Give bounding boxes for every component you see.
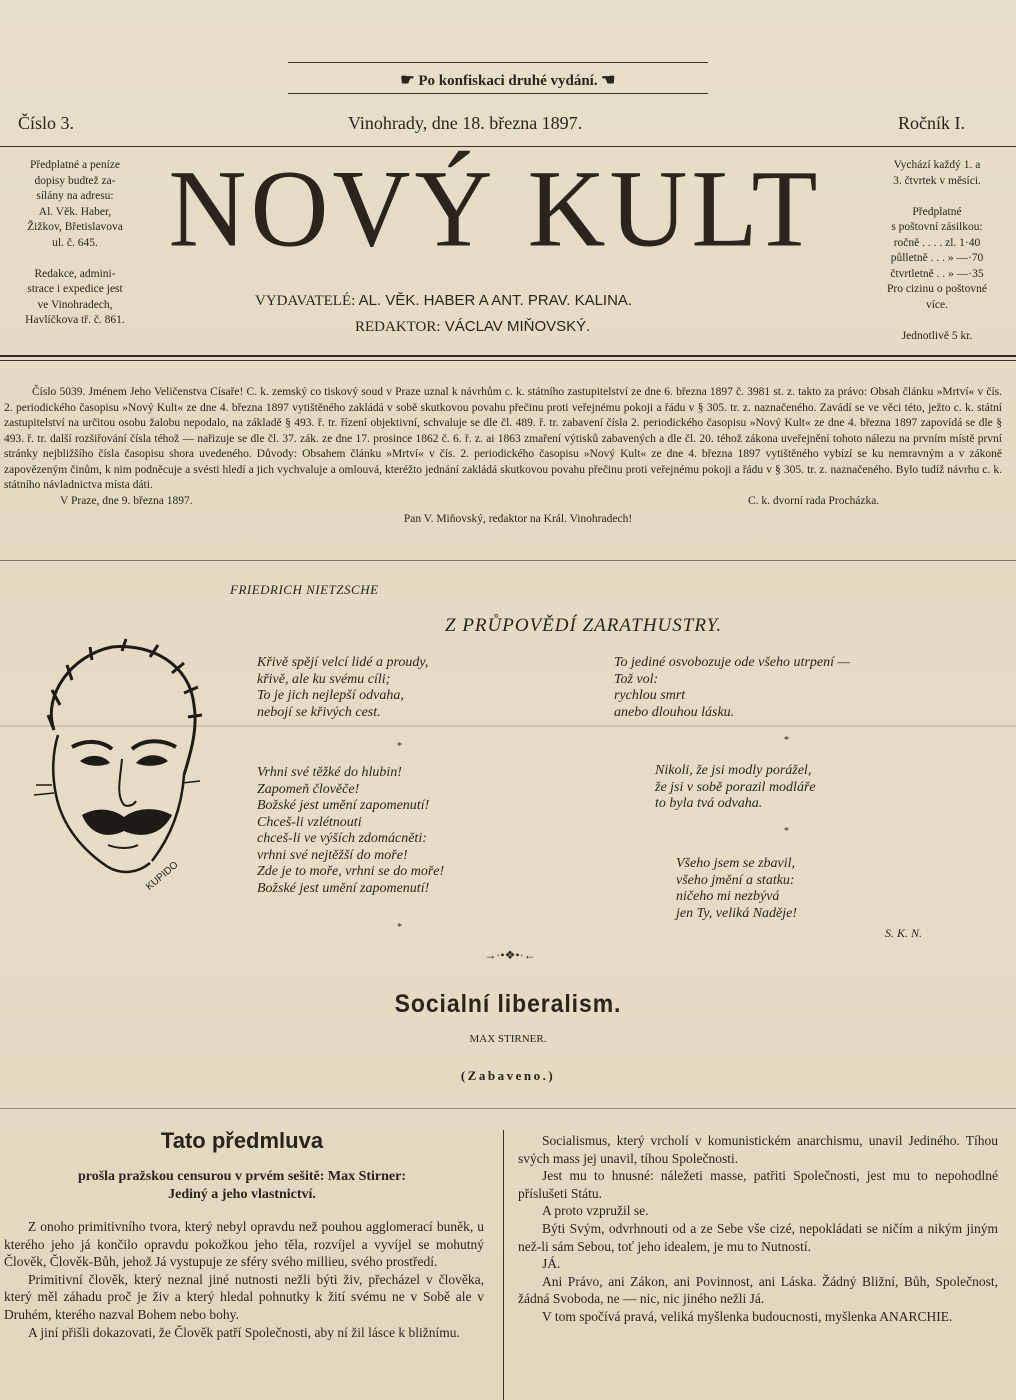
article-body <box>518 1132 998 1326</box>
left-info-box <box>0 158 150 329</box>
stanza-divider-star: * <box>397 922 402 933</box>
stanza-divider-star: * <box>784 735 789 746</box>
masthead-title: NOVÝ KULT <box>168 148 822 271</box>
right-box-line: více. <box>925 298 949 311</box>
left-box-line: Redakce, admini- <box>34 267 116 280</box>
right-box-line: Jednotlivě 5 kr. <box>901 329 973 342</box>
court-notice-body: Číslo 5039. Jménem Jeho Veličenstva Císaře! C. k. zemský co tiskový soud v Praze uznal k návrhům c. k. státního zastupitelství ze dne 6. března 1897 č. 3981 st. z. takto za právo: Obsah článku »Mrtví« v čís. 2. periodického časopisu »Nový Kult« ze dne 4. března 1897 vytištěného zakládá v sobě skutkovou povahu přečinu proti veřejnému pokoji a řádu v § 305. tr. z. naznačeného. Zavádí se ve věci této, ježto c. k. státní zastupitelství na určitou osobu žalobu nepodalo, na základě § 493. ř. tr. řízení objektivní, schvaluje se dle čl. 489. ř. tr. zabavení čísla 2. periodického časopisu »Nový Kult« ze dne 4. března 1897 zapovídá se dle § 493. ř. tr. další rozšiřování čísla téhož — nařizuje se dle čl. 37. zák. ze dne 17. prosince 1862 č. 6. ř. z. ai 1863 zmaření výtisků zabavených a dle čl. 20. téhož zákona uveřejnění tohoto nálezu na prvním místě první stránky nejbližšího čísla časopisu shora uvedeného. Důvody: Obsahem článku »Mrtví« v čís. 2. periodického časopisu »Nový Kult« ze dne 4. března 1897 vytištěného vybízí se ku nemravným a v zákoně zapovězeným činům, k nim podněcuje a svésti hledí a jich vychvaluje a omlouvá, kteréžto jednání zakládá skutkovou povahu přečinu proti veřejnému pokoji a řádu v § 305. tr. z. naznačeného. Bylo tudíž návrhu c. k. státního návladnictva místa dáti. <box>4 386 1002 491</box>
article-author: MAX STIRNER. <box>469 1033 547 1045</box>
notice-rule <box>0 560 1016 561</box>
notice-place-date: V Praze, dne 9. března 1897. <box>60 494 193 507</box>
poem-line: křivě, ale ku svému cíli; <box>257 671 391 687</box>
article-paragraph: A proto vzpružil se. <box>542 1203 649 1219</box>
right-box-line: čtvrtletně . . » —·35 <box>890 267 984 280</box>
right-box-line <box>862 313 1012 329</box>
left-box-line: Al. Věk. Haber, <box>38 205 112 218</box>
preface-subtitle-line-1: prošla pražskou censurou v prvém sešitě: Max Stirner: <box>77 1169 407 1184</box>
place-date: Vinohrady, dne 18. března 1897. <box>348 113 583 133</box>
stanza-divider-star: * <box>784 826 789 837</box>
notice-addressee: Pan V. Miňovský, redaktor na Král. Vinohradech! <box>403 512 633 525</box>
left-box-line: dopisy budtež za- <box>34 174 116 187</box>
header-rule <box>0 146 1016 147</box>
pointing-hand-right-icon: ☛ <box>601 72 616 89</box>
poem-line: ničeho mi nezbývá <box>676 889 780 904</box>
poem-line: nebojí se křivých cest. <box>257 704 381 720</box>
court-notice <box>4 385 1002 527</box>
right-box-line <box>862 189 1012 205</box>
poem-line: Chceš-li vzlétnouti <box>257 814 362 830</box>
left-box-line: sílány na adresu: <box>36 190 114 202</box>
poem-line: Vrhni své těžké do hlubin! <box>257 765 402 780</box>
poem-line: vrhni své nejtěžší do moře! <box>257 847 408 863</box>
volume: Ročník I. <box>898 113 965 133</box>
preface-subtitle <box>0 1168 484 1204</box>
issue-number: Číslo 3. <box>18 113 75 133</box>
right-box-line: 3. čtvrtek v měsíci. <box>893 174 981 187</box>
masthead-rule-thin <box>0 360 1016 361</box>
preface-body <box>4 1218 484 1341</box>
poem-line: anebo dlouhou lásku. <box>614 704 735 720</box>
top-note-rule-bottom <box>288 93 708 94</box>
poem-line: Všeho jsem se zbavil, <box>676 856 795 871</box>
poem-line: Nikoli, že jsi modly porážel, <box>655 763 812 778</box>
poem-line: Božské jest umění zapomenutí! <box>257 798 430 813</box>
right-box-line: půlletně . . . » —·70 <box>890 252 984 264</box>
poem-right-stanza-2 <box>655 763 816 813</box>
poem-line: rychlou smrt <box>614 688 686 703</box>
poem-line: chceš-li ve výších zdomácněti: <box>257 831 427 846</box>
masthead-rule-thick <box>0 355 1016 357</box>
right-box-line: s poštovní zásilkou: <box>891 221 983 233</box>
article-paragraph: V tom spočívá pravá, veliká myšlenka budoucnosti, myšlenka ANARCHIE. <box>542 1308 953 1324</box>
left-box-line: Havlíčkova tř. č. 861. <box>25 314 125 326</box>
nietzsche-portrait <box>12 635 212 895</box>
poem-line: Zapomeň člověče! <box>257 781 360 797</box>
article-paragraph: Ani Právo, ani Zákon, ani Povinnost, ani Láska. Žádný Bližní, Bůh, Společnost, žádná Svoboda, ne — nic, nic jiného nežli Já. <box>518 1273 998 1307</box>
left-box-line: strace i expedice jest <box>27 283 123 295</box>
preface-paragraph: A jiní přišli dokazovati, že Člověk patří Společnosti, aby ní žil lásce k bližnímu. <box>28 1324 460 1340</box>
poem-line: To jediné osvobozuje ode všeho utrpení — <box>614 655 850 670</box>
poem-line: všeho jmění a statku: <box>676 872 795 888</box>
publishers-names: AL. VĚK. HABER A ANT. PRAV. KALINA. <box>358 292 633 309</box>
left-box-line: Předplatné a peníze <box>29 159 121 171</box>
preface-title: Tato předmluva <box>160 1128 324 1153</box>
poem-line: že jsi v sobě porazil modláře <box>655 779 816 795</box>
poem-title: Z PRŮPOVĚDÍ ZARATHUSTRY. <box>445 615 723 636</box>
poem-line: Božské jest umění zapomenutí! <box>257 880 430 896</box>
poem-line: to byla tvá odvaha. <box>655 796 763 811</box>
poem-line: Křivě spějí velcí lidé a proudy, <box>257 655 429 670</box>
poem-line: Tož vol: <box>614 671 659 687</box>
article-status: (Zabaveno.) <box>460 1068 556 1083</box>
pointing-hand-left-icon: ☛ <box>400 72 415 89</box>
right-info-box <box>862 158 1012 344</box>
right-box-line: Pro cizinu o poštovné <box>887 283 987 295</box>
top-note-text: Po konfiskaci druhé vydání. <box>418 73 598 89</box>
article-paragraph: Býti Svým, odvrhnouti od a ze Sebe vše cizé, nepokládati se ničím a nikým jiným než-li sám Sebou, toť jeho idealem, je mu to Nutností. <box>518 1220 998 1254</box>
article-paragraph: JÁ. <box>542 1256 561 1272</box>
portrait-signature: KUPIDO <box>144 859 181 893</box>
notice-footer <box>4 494 1002 510</box>
right-box-line: ročně . . . . zl. 1·40 <box>893 236 981 249</box>
poem-initials: S. K. N. <box>885 926 923 940</box>
editor-line <box>355 318 590 336</box>
poem-author: FRIEDRICH NIETZSCHE <box>230 582 379 597</box>
column-divider <box>503 1130 504 1400</box>
preface-paragraph: Primitivní člověk, který neznal jiné nutnosti nežli býti živ, přecházel v člověka, který měl záhadu proč je živ a který hledal pohnutky k žití svému ne v Sobě ale v Druhém, kterého nazval Bohem nebo bohy. <box>4 1271 484 1322</box>
article-rule <box>0 1108 1016 1109</box>
notice-signature: C. k. dvorní rada Procházka. <box>748 494 880 507</box>
poem-right-stanza-1 <box>614 655 850 721</box>
section-ornament: →·•❖•·← <box>484 948 536 962</box>
stanza-divider-star: * <box>397 741 402 752</box>
publishers-line <box>255 292 632 310</box>
left-box-line <box>0 251 150 267</box>
article-paragraph: Jest mu to hnusné: náležeti masse, patřiti Společnosti, jest mu to nepohodlné příslušeti Státu. <box>518 1168 998 1201</box>
article-title: Socialní liberalism. <box>394 990 622 1018</box>
right-box-line: Vychází každý 1. a <box>893 159 981 171</box>
preface-paragraph: Z onoho primitivního tvora, který nebyl opravdu než pouhou agglomerací buněk, u kterého jeho já končilo opravdu pokožkou jeho těla, rozvíjel a vyvíjel se mohutný Člověk, Člověk-Bůh, jehož Já vystupuje ze sféry svého millieu, svého prostředí. <box>4 1219 484 1270</box>
editor-name: VÁCLAV MIŇOVSKÝ. <box>444 318 591 335</box>
poem-line: Zde je to moře, vrhni se do moře! <box>257 864 445 879</box>
publishers-label: VYDAVATELÉ: <box>255 293 356 309</box>
left-box-line: Žižkov, Břetislavova <box>27 221 123 233</box>
article-paragraph: Socialismus, který vrcholí v komunistickém anarchismu, unavil Jediného. Tíhou svých mass jej unavil, tíhou Společnosti. <box>518 1133 998 1166</box>
poem-left-stanza-2 <box>257 765 444 897</box>
editor-label: REDAKTOR: <box>355 319 441 335</box>
poem-line: jen Ty, veliká Naděje! <box>676 905 798 921</box>
poem-line: To je jich nejlepší odvaha, <box>257 688 404 703</box>
poem-right-stanza-3 <box>676 856 797 922</box>
preface-subtitle-line-2: Jediný a jeho vlastnictví. <box>168 1187 316 1202</box>
poem-left-stanza-1 <box>257 655 428 721</box>
top-note <box>0 70 1016 90</box>
left-box-line: ul. č. 645. <box>52 236 98 249</box>
top-note-rule <box>288 62 708 63</box>
right-box-line: Předplatné <box>912 205 962 218</box>
left-box-line: ve Vinohradech, <box>37 298 113 311</box>
